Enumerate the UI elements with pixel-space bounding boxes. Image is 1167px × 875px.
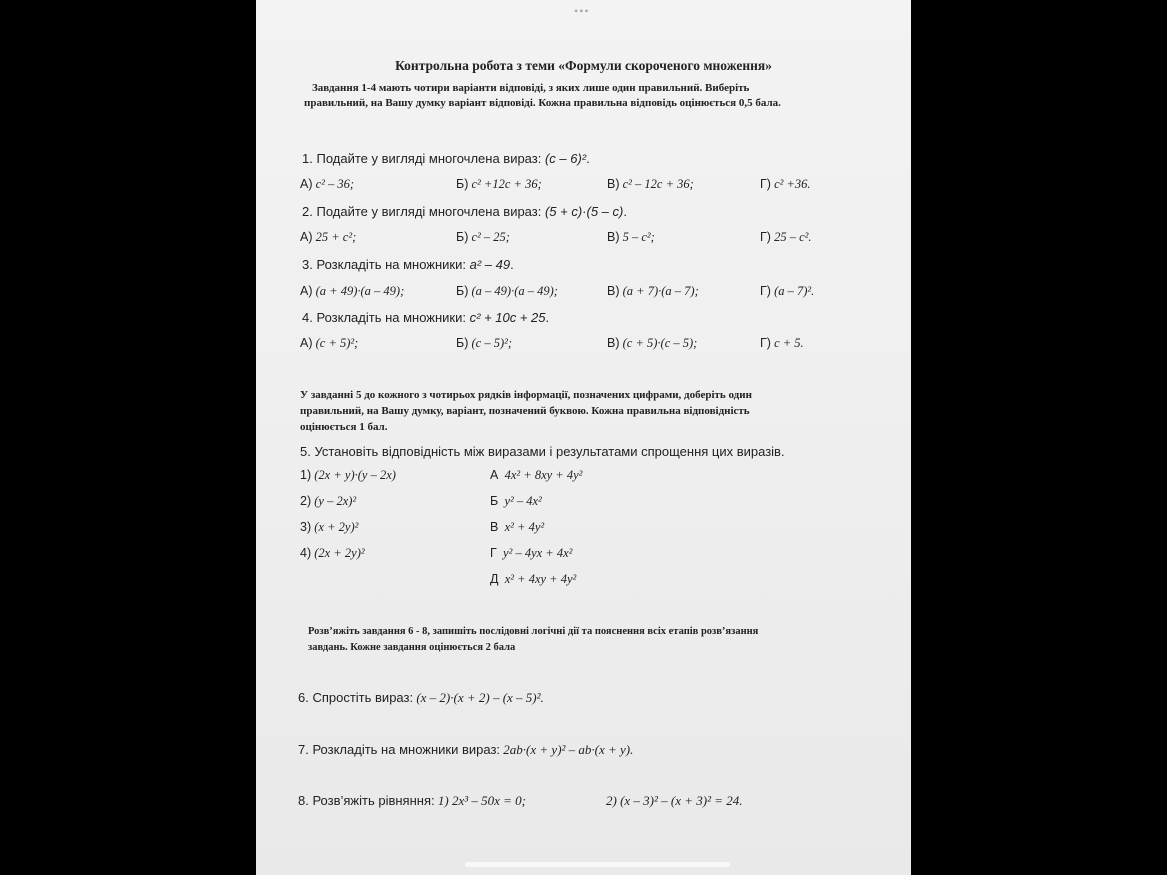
home-indicator[interactable] xyxy=(465,862,730,867)
match-left-2: 2) (y – 2x)² xyxy=(300,494,357,508)
option-g: Г) c + 5. xyxy=(760,336,804,350)
question-1: 1. Подайте у вигляді многочлена вираз: (c – 6)². xyxy=(302,151,590,166)
option-g: Г) c² +36. xyxy=(760,177,811,191)
exam-paper xyxy=(256,0,911,875)
match-right-v: В x² + 4y² xyxy=(490,520,545,534)
instructions-1-4-line1: Завдання 1-4 мають чотири варіанти відповіді, з яких лише один правильний. Виберіть xyxy=(312,82,750,94)
instructions-1-4-line2: правильний, на Вашу думку варіант відповіді. Кожна правильна відповідь оцінюється 0,5 бала. xyxy=(304,97,781,109)
match-right-a: А 4x² + 8xy + 4y² xyxy=(490,468,583,482)
option-v: В) 5 – c²; xyxy=(607,230,655,244)
question-4: 4. Розкладіть на множники: c² + 10c + 25. xyxy=(302,310,550,325)
task-8: 8. Розв’яжіть рівняння: 1) 2x³ – 50x = 0; xyxy=(298,793,526,808)
match-left-1: 1) (2x + y)·(y – 2x) xyxy=(300,468,396,482)
more-dots-icon[interactable]: ••• xyxy=(574,4,590,18)
task-6: 6. Спростіть вираз: (x – 2)·(x + 2) – (x – 5)². xyxy=(298,690,544,705)
question-3: 3. Розкладіть на множники: a² – 49. xyxy=(302,257,514,272)
match-left-3: 3) (x + 2y)² xyxy=(300,520,359,534)
option-v: В) (a + 7)·(a – 7); xyxy=(607,284,699,298)
task-5-text: 5. Установіть відповідність між виразами і результатами спрощення цих виразів. xyxy=(300,444,785,459)
instructions-6-8-line2: завдань. Кожне завдання оцінюється 2 бала xyxy=(308,642,516,653)
instructions-5-line2: правильний, на Вашу думку, варіант, позначений буквою. Кожна правильна відповідність xyxy=(300,405,750,417)
instructions-5-line3: оцінюється 1 бал. xyxy=(300,421,388,433)
match-left-4: 4) (2x + 2y)² xyxy=(300,546,365,560)
instructions-5-line1: У завданні 5 до кожного з чотирьох рядків інформації, позначених цифрами, доберіть один xyxy=(300,389,752,401)
option-a: А) (c + 5)²; xyxy=(300,336,359,350)
option-a: А) (a + 49)·(a – 49); xyxy=(300,284,405,298)
option-g: Г) (a – 7)². xyxy=(760,284,815,298)
option-a: А) c² – 36; xyxy=(300,177,355,191)
question-1-options xyxy=(300,177,860,195)
match-right-d: Д x² + 4xy + 4y² xyxy=(490,572,577,586)
question-2-options xyxy=(300,230,860,248)
question-4-options xyxy=(300,336,860,354)
match-right-g: Г y² – 4yx + 4x² xyxy=(490,546,573,560)
task-8-part2: 2) (x – 3)² – (x + 3)² = 24. xyxy=(606,793,743,808)
instructions-6-8-line1: Розв’яжіть завдання 6 - 8, запишіть послідовні логічні дії та пояснення всіх етапів розв’язання xyxy=(308,626,759,637)
match-right-b: Б y² – 4x² xyxy=(490,494,542,508)
option-a: А) 25 + c²; xyxy=(300,230,357,244)
option-b: Б) c² +12c + 36; xyxy=(456,177,542,191)
option-b: Б) (a – 49)·(a – 49); xyxy=(456,284,558,298)
option-g: Г) 25 – c². xyxy=(760,230,812,244)
question-2: 2. Подайте у вигляді многочлена вираз: (5 + c)·(5 – c). xyxy=(302,204,627,219)
page-title: Контрольна робота з теми «Формули скороченого множення» xyxy=(395,58,772,73)
option-b: Б) c² – 25; xyxy=(456,230,510,244)
task-7: 7. Розкладіть на множники вираз: 2ab·(x + y)² – ab·(x + y). xyxy=(298,742,634,757)
option-v: В) c² – 12c + 36; xyxy=(607,177,694,191)
question-3-options xyxy=(300,284,860,302)
option-b: Б) (c – 5)²; xyxy=(456,336,513,350)
option-v: В) (c + 5)·(c – 5); xyxy=(607,336,698,350)
